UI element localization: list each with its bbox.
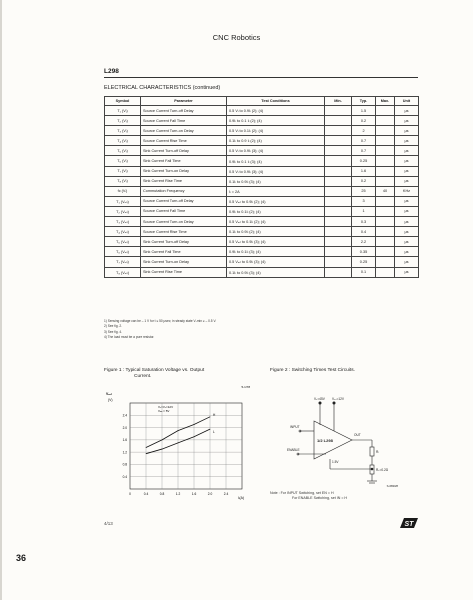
table-row <box>105 227 419 237</box>
table-cell: Sink Current Fall Time <box>141 247 227 257</box>
table-cell <box>325 237 352 247</box>
table-cell: 25 <box>352 186 376 196</box>
table-cell: T₅ (Vₑₙ) <box>105 237 141 247</box>
table-cell: T₃ (Vᵢ) <box>105 126 141 136</box>
data-point <box>194 436 195 437</box>
chart-curves <box>146 413 216 454</box>
data-point <box>178 443 179 444</box>
y-tick-label: 0.8 <box>122 462 127 467</box>
table-cell <box>325 267 352 277</box>
legend-line2: Vₑₙ = 5V <box>158 409 170 413</box>
figure2-corner-label: S-6830/8 <box>386 484 398 488</box>
section-title: ELECTRICAL CHARACTERISTICS (continued) <box>104 85 221 91</box>
vs-label: Vₛ=45V <box>314 397 325 401</box>
y-tick-label: 1.6 <box>122 438 127 443</box>
table-row <box>105 217 419 227</box>
scan-edge <box>0 0 2 600</box>
legend-line1: Vₛ=Vₛ=12V <box>158 405 174 409</box>
table-cell: T₂ (Vₑₙ) <box>105 206 141 216</box>
table-cell: Iₗ = 2A <box>227 186 325 196</box>
table-cell <box>376 196 395 206</box>
input-label: INPUT <box>290 425 300 429</box>
part-number: L298 <box>104 68 119 75</box>
data-point <box>146 453 147 454</box>
vss-label: Vₛₛ=12V <box>332 397 345 401</box>
table-row <box>105 146 419 156</box>
table-row <box>105 156 419 166</box>
table-cell <box>325 227 352 237</box>
table-cell: μs <box>395 136 419 146</box>
table-cell: 0.9Iₗ to 0.1 Iₗ (2); (4) <box>227 116 325 126</box>
table-cell <box>376 146 395 156</box>
table-cell: μs <box>395 126 419 136</box>
table-cell: Sink Current Rise Time <box>141 267 227 277</box>
table-cell <box>325 176 352 186</box>
y-tick-label: 2.4 <box>122 413 127 418</box>
table-cell: μs <box>395 237 419 247</box>
table-cell: 0.5 Vᵢ to 0.9Iₗ (3); (4) <box>227 146 325 156</box>
table-cell <box>325 206 352 216</box>
table-cell <box>325 257 352 267</box>
table-cell <box>376 257 395 267</box>
table-cell: 0.1Iₗ to 0.9Iₗ (2); (4) <box>227 227 325 237</box>
table-header-row <box>105 97 419 106</box>
table-cell: 0.7 <box>352 136 376 146</box>
sense-node <box>371 468 373 470</box>
y-axis-label: Vₑₐₜ <box>106 392 112 396</box>
table-cell: 0.5 Vᵢ to 0.9Iₗ (2); (4) <box>227 106 325 116</box>
table-cell: T₈ (Vₑₙ) <box>105 267 141 277</box>
table-cell: 0.1Iₗ to 0.9Iₗ (3); (4) <box>227 267 325 277</box>
column-header: Unit <box>395 97 419 106</box>
figure2-note <box>270 491 347 501</box>
table-cell: 2 <box>352 126 376 136</box>
table-cell: 0.3 <box>352 217 376 227</box>
table-row <box>105 196 419 206</box>
rsense-label: Rₛ=0.2Ω <box>376 468 389 472</box>
table-cell: μs <box>395 217 419 227</box>
table-cell <box>325 136 352 146</box>
table-cell: 40 <box>376 186 395 196</box>
table-cell: μs <box>395 106 419 116</box>
table-cell: T₅ (Vᵢ) <box>105 146 141 156</box>
table-notes <box>104 319 216 340</box>
data-point <box>162 449 163 450</box>
table-cell: μs <box>395 257 419 267</box>
table-cell: 0.2 <box>352 116 376 126</box>
table-cell: μs <box>395 227 419 237</box>
rl-label: Rₗ <box>376 450 379 454</box>
table-cell: Source Current Rise Time <box>141 227 227 237</box>
st-logo-icon <box>398 516 420 530</box>
table-cell: fc (Vᵢ) <box>105 186 141 196</box>
table-cell: T₇ (Vₑₙ) <box>105 257 141 267</box>
x-tick-label: 2.4 <box>223 492 229 496</box>
table-cell: 2.2 <box>352 237 376 247</box>
chart-grid <box>130 403 242 489</box>
table-cell: 0.2 <box>352 176 376 186</box>
x-tick-label: 1.6 <box>191 492 197 496</box>
table-cell: 0.1Iₗ to 0.9Iₗ (3); (4) <box>227 176 325 186</box>
table-cell: μs <box>395 146 419 156</box>
table-cell: 0.25 <box>352 156 376 166</box>
y-tick-label: 1.2 <box>122 450 127 455</box>
table-row <box>105 166 419 176</box>
table-cell: 0.1 <box>352 267 376 277</box>
figure1-corner-label: 5-1/78 <box>241 385 250 389</box>
table-cell: Source Current Fall Time <box>141 116 227 126</box>
table-cell <box>376 166 395 176</box>
table-cell: T₈ (Vᵢ) <box>105 176 141 186</box>
table-row <box>105 176 419 186</box>
out-label: OUT <box>354 433 361 437</box>
table-cell: KHz <box>395 186 419 196</box>
page-number: 36 <box>16 553 27 563</box>
table-cell: Source Current Turn-off Delay <box>141 196 227 206</box>
table-row <box>105 247 419 257</box>
document-header: CNC Robotics <box>212 33 261 42</box>
table-cell: Source Current Turn-off Delay <box>141 106 227 116</box>
table-row <box>105 267 419 277</box>
data-point <box>194 424 195 425</box>
table-cell <box>325 196 352 206</box>
table-cell: Commutation Frequency <box>141 186 227 196</box>
table-cell: 0.5 Vᵢ to 0.9Iₗ (3); (4) <box>227 166 325 176</box>
plot-frame <box>130 403 242 489</box>
data-point <box>178 430 179 431</box>
table-cell: μs <box>395 116 419 126</box>
table-cell <box>325 126 352 136</box>
table-cell <box>376 237 395 247</box>
switching-test-circuit <box>270 381 420 489</box>
table-cell <box>325 106 352 116</box>
y-tick-labels <box>123 413 128 478</box>
table-cell: 0.4 <box>352 227 376 237</box>
table-cell: 0.5 Vₑₙ to 0.9Iₗ (3); (4) <box>227 257 325 267</box>
data-point <box>210 416 211 417</box>
table-cell <box>376 156 395 166</box>
x-tick-label: 0.8 <box>159 492 165 496</box>
data-point <box>210 429 211 430</box>
column-header: Min. <box>325 97 352 106</box>
table-cell <box>325 116 352 126</box>
table-cell: T₄ (Vᵢ) <box>105 136 141 146</box>
y-tick-label: 0.4 <box>122 474 127 479</box>
table-cell: 0.5 Vₑₙ to 0.1Iₗ (2); (4) <box>227 217 325 227</box>
table-row <box>105 257 419 267</box>
table-cell <box>325 217 352 227</box>
x-axis-label: Iₗ(A) <box>237 496 244 500</box>
column-header: Test Conditions <box>227 97 325 106</box>
table-cell: μs <box>395 206 419 216</box>
table-cell: Source Current Fall Time <box>141 206 227 216</box>
note-1: 1) Sensing voltage can be – 1 V for t ≤ 50 μsec; in steady state Vₛmin ≥ – 0.5 V. <box>104 319 217 323</box>
table-cell: Sink Current Turn-off Delay <box>141 146 227 156</box>
table-cell: μs <box>395 176 419 186</box>
table-cell <box>376 267 395 277</box>
table-cell <box>325 186 352 196</box>
table-cell: Source Current Turn-on Delay <box>141 126 227 136</box>
table-cell: 0.9Iₗ to 0.1Iₗ (3); (4) <box>227 247 325 257</box>
table-cell <box>325 156 352 166</box>
x-tick-labels <box>129 492 228 496</box>
table-row <box>105 186 419 196</box>
table-cell <box>325 166 352 176</box>
y-axis-unit: (V) <box>108 398 113 402</box>
table-cell: T₄ (Vₑₙ) <box>105 227 141 237</box>
table-cell: 1.6 <box>352 166 376 176</box>
note-2: 2) See fig. 2. <box>104 324 123 329</box>
table-cell <box>376 247 395 257</box>
table-cell: 0.5 Vₑₙ to 0.9Iₗ (2); (4) <box>227 196 325 206</box>
table-cell: 0.9Iₗ to 0.1Iₗ (2); (4) <box>227 206 325 216</box>
figure2-caption: Figure 2 : Switching Times Test Circuits. <box>270 368 355 373</box>
table-row <box>105 126 419 136</box>
table-cell <box>376 176 395 186</box>
table-cell: μs <box>395 156 419 166</box>
vss-node <box>333 402 335 404</box>
table-cell: Sink Current Turn-on Delay <box>141 166 227 176</box>
table-cell: Source Current Rise Time <box>141 136 227 146</box>
vs-node <box>319 402 321 404</box>
table-cell: Source Current Turn-on Delay <box>141 217 227 227</box>
table-cell <box>376 206 395 216</box>
table-cell: T₁ (Vᵢ) <box>105 106 141 116</box>
table-cell <box>376 217 395 227</box>
table-cell <box>376 126 395 136</box>
sense-voltage-label: 1.5V <box>332 460 339 464</box>
note-3: 3) See fig. 4. <box>104 329 123 334</box>
table-cell: 0.5 Vₑₙ to 0.9Iₗ (3); (4) <box>227 237 325 247</box>
figure1-caption-line2: Current. <box>134 374 152 379</box>
table-cell: μs <box>395 166 419 176</box>
x-tick-label: 1.2 <box>175 492 181 496</box>
logo-text: ST <box>404 521 414 528</box>
figure1-caption-line1: Figure 1 : Typical Saturation Voltage vs. Output <box>104 368 205 373</box>
table-row <box>105 106 419 116</box>
table-cell: T₁ (Vₑₙ) <box>105 196 141 206</box>
chip-label: 1/2 L298 <box>317 438 333 443</box>
table-cell <box>325 247 352 257</box>
table-row <box>105 206 419 216</box>
table-cell: T₂ (Vᵢ) <box>105 116 141 126</box>
table-cell: μs <box>395 247 419 257</box>
series-label-L: L <box>213 430 215 435</box>
saturation-voltage-chart <box>104 381 254 506</box>
table-cell: 0.7 <box>352 146 376 156</box>
table-cell: 0.9Iₗ to 0.1 Iₗ (3); (4) <box>227 156 325 166</box>
table-cell <box>376 106 395 116</box>
table-cell <box>376 116 395 126</box>
enable-label: ENABLE <box>287 448 300 452</box>
x-tick-label: 0.4 <box>143 492 149 496</box>
column-header: Parameter <box>141 97 227 106</box>
table-row <box>105 136 419 146</box>
table-cell <box>325 146 352 156</box>
table-cell: 0.35 <box>352 247 376 257</box>
note-4: 4) The load must be a pure resistor. <box>104 334 155 339</box>
table-cell: 0.1Iₗ to 0.9 Iₗ (2); (4) <box>227 136 325 146</box>
table-row <box>105 237 419 247</box>
table-cell: Sink Current Rise Time <box>141 176 227 186</box>
table-cell: 0.5 Vᵢ to 0.1Iₗ (2); (4) <box>227 126 325 136</box>
figure2-note-line1: Note : For INPUT Switching, set EN = H <box>270 491 334 495</box>
title-rule <box>104 77 418 78</box>
load-resistor <box>370 447 374 456</box>
table-row <box>105 116 419 126</box>
x-tick-label: 2.0 <box>207 492 213 496</box>
column-header: Symbol <box>105 97 141 106</box>
data-point <box>146 447 147 448</box>
figure2-note-line2: For ENABLE Switching, set IN = H <box>292 496 348 500</box>
column-header: Typ. <box>352 97 376 106</box>
column-header: Max. <box>376 97 395 106</box>
electrical-characteristics-table <box>104 96 419 278</box>
y-tick-label: 2.0 <box>122 425 127 430</box>
table-cell: 3 <box>352 196 376 206</box>
table-cell: Sink Current Turn-on Delay <box>141 257 227 267</box>
table-cell: Sink Current Fall Time <box>141 156 227 166</box>
table-cell: T₇ (Vᵢ) <box>105 166 141 176</box>
table-cell: 0.25 <box>352 257 376 267</box>
table-cell: T₆ (Vᵢ) <box>105 156 141 166</box>
table-cell: T₆ (Vₑₙ) <box>105 247 141 257</box>
table-cell: T₃ (Vₑₙ) <box>105 217 141 227</box>
table-cell: Sink Current Turn-off Delay <box>141 237 227 247</box>
data-point <box>162 440 163 441</box>
table-cell: μs <box>395 267 419 277</box>
page-label: 4/13 <box>104 521 113 526</box>
series-label-H: H <box>213 412 216 417</box>
table-cell: 1 <box>352 206 376 216</box>
table-cell: 1.5 <box>352 106 376 116</box>
x-tick-label: 0 <box>129 492 131 496</box>
table-cell: μs <box>395 196 419 206</box>
table-cell <box>376 136 395 146</box>
table-cell <box>376 227 395 237</box>
figure1-caption <box>104 368 204 380</box>
